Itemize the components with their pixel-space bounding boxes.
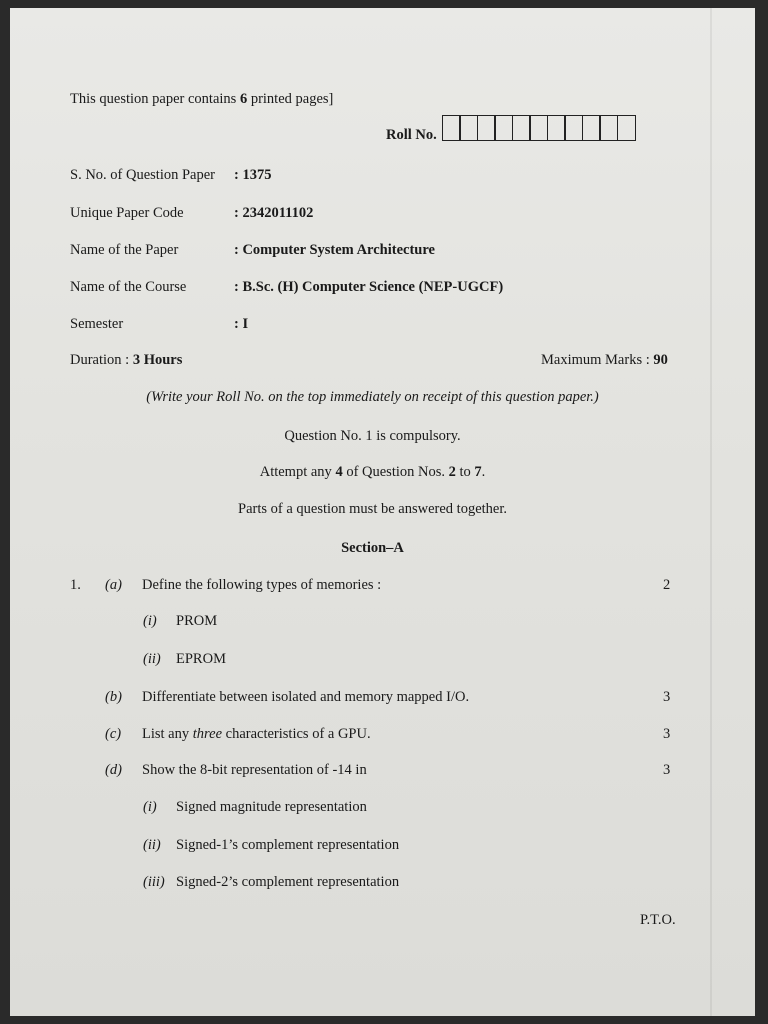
attempt-instruction (0, 464, 745, 481)
roll-no-digit-box (512, 115, 531, 141)
part-c-marks: 3 (663, 726, 671, 742)
part-d-i-text: Signed magnitude representation (176, 799, 367, 815)
attempt-count: 4 (335, 464, 343, 480)
course-name-value: : B.Sc. (H) Computer Science (NEP-UGCF) (234, 279, 504, 295)
roll-no-digit-box (617, 115, 636, 141)
part-d-iii-label: (iii) (143, 874, 165, 890)
printed-pages-text: This question paper contains (70, 91, 240, 107)
part-d-ii-label: (ii) (143, 837, 161, 853)
section-heading: Section–A (341, 540, 404, 556)
sno-value: : 1375 (234, 167, 272, 183)
pto-footer: P.T.O. (640, 912, 676, 928)
attempt-end: . (481, 464, 486, 480)
duration-label: Duration : (70, 352, 133, 368)
duration (70, 352, 182, 369)
sno-label: S. No. of Question Paper (70, 167, 215, 183)
part-a-ii-text: EPROM (176, 651, 226, 667)
roll-no-label: Roll No. (386, 127, 437, 143)
part-b-marks: 3 (663, 689, 671, 705)
part-d-marks: 3 (663, 762, 671, 778)
printed-pages-note (70, 91, 333, 108)
paper-name-label: Name of the Paper (70, 242, 179, 258)
part-d-ii-text: Signed-1’s complement representation (176, 837, 400, 853)
max-marks-label: Maximum Marks : (541, 352, 654, 368)
upc-label: Unique Paper Code (70, 205, 184, 221)
part-a-label: (a) (105, 577, 122, 593)
part-d-text: Show the 8-bit representation of -14 in (142, 762, 367, 778)
roll-no-digit-box (529, 115, 548, 141)
roll-no-digit-box (564, 115, 583, 141)
max-marks (541, 352, 668, 369)
roll-no-digit-box (547, 115, 566, 141)
paper-name-value: : Computer System Architecture (234, 242, 435, 258)
part-c-label: (c) (105, 726, 122, 742)
part-b-label: (b) (105, 689, 122, 705)
roll-no-digit-box (459, 115, 478, 141)
roll-no-digit-box (582, 115, 601, 141)
printed-pages-count: 6 (239, 91, 248, 107)
roll-no-digit-box (442, 115, 461, 141)
part-c-text-pre: List any (142, 726, 193, 742)
compulsory-instruction: Question No. 1 is compulsory. (284, 428, 461, 444)
attempt-mid: of Question Nos. (342, 464, 449, 480)
part-a-i-label: (i) (143, 613, 157, 629)
part-d-iii-text: Signed-2’s complement representation (176, 874, 400, 890)
part-b-text: Differentiate between isolated and memory mapped I/O. (142, 689, 470, 705)
course-name-label: Name of the Course (70, 279, 187, 295)
semester-value: : I (234, 316, 249, 332)
attempt-to: 7 (474, 464, 482, 480)
attempt-pre: Attempt any (259, 464, 336, 480)
roll-no-digit-box (494, 115, 513, 141)
printed-pages-tail: printed pages] (247, 91, 334, 107)
roll-number-instruction: (Write your Roll No. on the top immediately on receipt of this question paper.) (146, 389, 599, 405)
part-a-marks: 2 (663, 577, 671, 593)
duration-value: 3 Hours (132, 352, 183, 368)
part-a-ii-label: (ii) (143, 651, 161, 667)
part-d-i-label: (i) (143, 799, 157, 815)
part-a-text: Define the following types of memories : (142, 577, 382, 593)
upc-value: : 2342011102 (234, 205, 314, 221)
roll-no-digit-box (599, 115, 618, 141)
part-c-text-post: characteristics of a GPU. (222, 726, 371, 742)
semester-label: Semester (70, 316, 124, 332)
question-number: 1. (70, 577, 81, 593)
part-c-text-emphasis: three (192, 726, 223, 742)
max-marks-value: 90 (653, 352, 668, 368)
roll-no-digit-box (477, 115, 496, 141)
roll-no-boxes (443, 115, 636, 141)
parts-instruction: Parts of a question must be answered together. (238, 501, 507, 517)
part-d-label: (d) (105, 762, 122, 778)
part-c-text (142, 726, 371, 743)
attempt-to-word: to (455, 464, 475, 480)
part-a-i-text: PROM (176, 613, 218, 629)
attempt-from: 2 (448, 464, 456, 480)
